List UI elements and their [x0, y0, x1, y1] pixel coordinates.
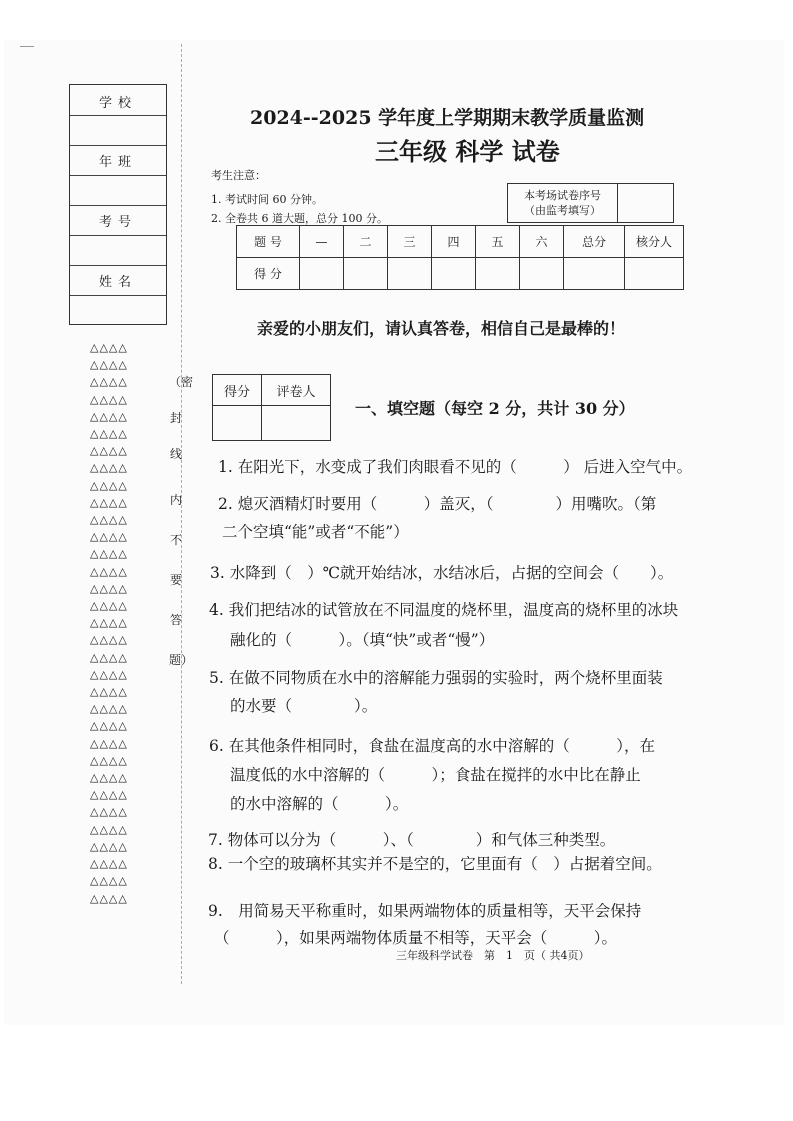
- score-header: 五: [476, 226, 520, 258]
- score-cell[interactable]: [388, 258, 432, 290]
- score-cell[interactable]: [625, 258, 684, 290]
- grader-score-label: 得分: [213, 375, 262, 406]
- score-cell[interactable]: [432, 258, 476, 290]
- question-line: 7. 物体可以分为（ ）、（ ）和气体三种类型。: [208, 831, 616, 849]
- grader-table: [212, 374, 331, 441]
- score-cell[interactable]: [476, 258, 520, 290]
- question-line: 的水中溶解的（ ）。: [230, 795, 409, 813]
- serial-label: [508, 184, 618, 222]
- notice-item: 2. 全卷共 6 道大题，总分 100 分。: [211, 212, 388, 225]
- question-line: 3. 水降到（ ）℃就开始结冰，水结冰后，占据的空间会（ ）。: [210, 564, 674, 582]
- seal-char: 内: [169, 493, 182, 507]
- score-header: —: [300, 226, 344, 258]
- binding-line: [181, 44, 182, 984]
- score-header: 题 号: [237, 226, 300, 258]
- score-cell[interactable]: [564, 258, 625, 290]
- question-line: 4. 我们把结冰的试管放在不同温度的烧杯里，温度高的烧杯里的冰块: [209, 601, 679, 619]
- seal-char: 线: [169, 447, 182, 461]
- score-cell[interactable]: [520, 258, 564, 290]
- question-line: 温度低的水中溶解的（ ）；食盐在搅拌的水中比在静止: [230, 766, 641, 784]
- seal-char: 答: [169, 613, 182, 627]
- question-line: 融化的（ ）。（填“快”或者“慢”）: [230, 631, 495, 649]
- score-header: 六: [520, 226, 564, 258]
- encouragement-slogan: 亲爱的小朋友们，请认真答卷，相信自己是最棒的！: [257, 319, 626, 338]
- question-line: （ ），如果两端物体质量不相等，天平会（ ）。: [214, 929, 618, 947]
- name-label: 姓名: [98, 275, 137, 290]
- grader-name-cell[interactable]: [262, 406, 331, 441]
- seal-char: 不: [169, 533, 182, 547]
- school-label: 学校: [98, 96, 137, 111]
- question-line: 二个空填“能”或者“不能”）: [222, 523, 409, 541]
- question-line: 的水要（ ）。: [230, 697, 378, 715]
- score-header: 总分: [564, 226, 625, 258]
- question-line: 5. 在做不同物质在水中的溶解能力强弱的实验时，两个烧杯里面装: [209, 669, 663, 687]
- score-header: 核分人: [625, 226, 684, 258]
- exam-subtitle: 三年级 科学 试卷: [375, 137, 560, 166]
- score-cell[interactable]: [300, 258, 344, 290]
- student-info-box: [69, 84, 167, 325]
- score-header: 三: [388, 226, 432, 258]
- serial-label-line2: （由监考填写）: [524, 204, 601, 217]
- scan-mark: [20, 46, 34, 47]
- question-line: 1. 在阳光下，水变成了我们肉眼看不见的（ ） 后进入空气中。: [218, 458, 693, 476]
- score-row-label: 得 分: [237, 258, 300, 290]
- score-header: 四: [432, 226, 476, 258]
- question-line: 2. 熄灭酒精灯时要用（ ）盖灭，（ ）用嘴吹。（第: [218, 495, 657, 513]
- question-line: 8. 一个空的玻璃杯其实并不是空的，它里面有（ ）占据着空间。: [208, 855, 662, 873]
- page-footer: 三年级科学试卷 第 1 页（ 共4页）: [396, 949, 590, 962]
- class-label: 年班: [98, 155, 137, 170]
- seal-char: 要: [169, 573, 182, 587]
- grader-score-cell[interactable]: [213, 406, 262, 441]
- score-cell[interactable]: [344, 258, 388, 290]
- seal-triangles: △△△△ △△△△ △△△△ △△△△ △△△△ △△△△ △△△△ △△△△ △△△△ △△△△ △△△△ △△△△ △△△△ △△△△ △△△△ △△△△ △△△△ △△△△ △△△△ △△△△ △△△△ △△△△ △△△△ △△△△ △△△△ △△△△ △△△△ △△△△ △△△△ △△△△ △△△△ △△△△ △△△△: [90, 341, 128, 905]
- seal-char: 封: [169, 411, 182, 425]
- score-table: [236, 225, 684, 290]
- exam-number-label: 考号: [98, 215, 137, 230]
- question-line: 6. 在其他条件相同时，食盐在温度高的水中溶解的（ ），在: [209, 737, 655, 755]
- serial-label-line1: 本考场试卷序号: [524, 189, 601, 202]
- score-header: 二: [344, 226, 388, 258]
- seal-char: 题）: [169, 653, 194, 667]
- section-title: 一、填空题（每空 2 分，共计 30 分）: [355, 399, 635, 418]
- seal-char: （密: [169, 375, 194, 389]
- serial-number-box: [507, 183, 674, 223]
- grader-name-label: 评卷人: [262, 375, 331, 406]
- exam-title: 2024--2025 学年度上学期期末教学质量监测: [250, 107, 645, 129]
- notice-item: 1. 考试时间 60 分钟。: [211, 193, 323, 206]
- notice-heading: 考生注意：: [211, 169, 266, 182]
- question-line: 9. 用简易天平称重时，如果两端物体的质量相等，天平会保持: [208, 902, 642, 920]
